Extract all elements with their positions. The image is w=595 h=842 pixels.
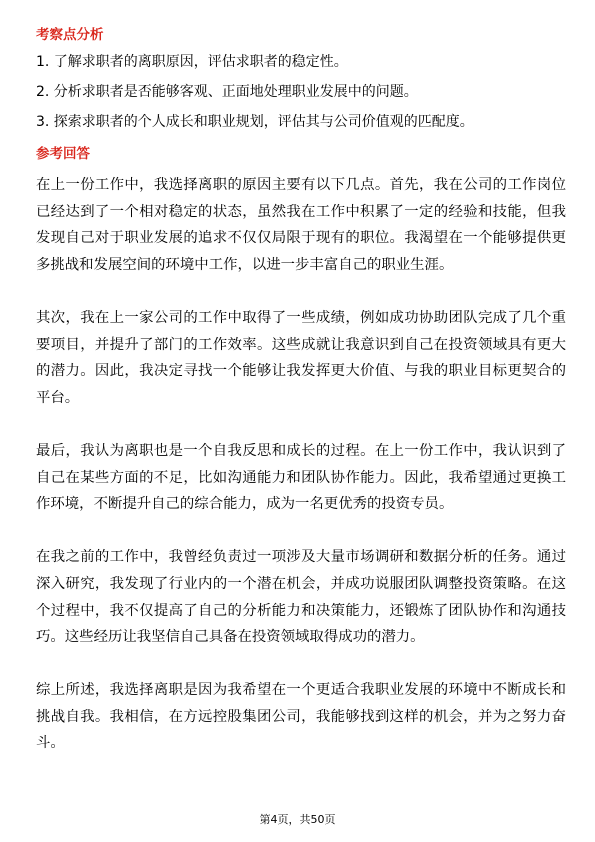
answer-paragraph: 综上所述，我选择离职是因为我希望在一个更适合我职业发展的环境中不断成长和挑战自我。我相信，在方远控股集团公司，我能够找到这样的机会，并为之努力奋斗。: [36, 682, 566, 752]
answer-paragraph: 在上一份工作中，我选择离职的原因主要有以下几点。首先，我在公司的工作岗位已经达到了一个相对稳定的状态，虽然我在工作中积累了一定的经验和技能，但我发现自己对于职业发展的追求不仅仅局限于现有的职位。我渴望在一个能够提供更多挑战和发展空间的环境中工作，以进一步丰富自己的职业生涯。: [36, 177, 566, 273]
answer-body: [36, 172, 566, 784]
answer-paragraph: 在我之前的工作中，我曾经负责过一项涉及大量市场调研和数据分析的任务。通过深入研究，我发现了行业内的一个潜在机会，并成功说服团队调整投资策略。在这个过程中，我不仅提高了自己的分析能力和决策能力，还锻炼了团队协作和沟通技巧。这些经历让我坚信自己具备在投资领域取得成功的潜力。: [36, 549, 566, 646]
list-item: 2. 分析求职者是否能够客观、正面地处理职业发展中的问题。: [36, 84, 418, 100]
list-item: 3. 探索求职者的个人成长和职业规划，评估其与公司价值观的匹配度。: [36, 114, 474, 130]
answer-paragraph: 其次，我在上一家公司的工作中取得了一些成绩，例如成功协助团队完成了几个重要项目，并提升了部门的工作效率。这些成就让我意识到自己在投资领域具有更大的潜力。因此，我决定寻找一个能够让我发挥更大价值、与我的职业目标更契合的平台。: [36, 309, 566, 406]
list-item: 1. 了解求职者的离职原因，评估求职者的稳定性。: [36, 54, 348, 70]
analysis-list: [36, 52, 474, 142]
answer-heading: 参考回答: [36, 146, 90, 162]
analysis-heading: 考察点分析: [36, 27, 104, 43]
answer-paragraph: 最后，我认为离职也是一个自我反思和成长的过程。在上一份工作中，我认识到了自己在某些方面的不足，比如沟通能力和团队协作能力。因此，我希望通过更换工作环境，不断提升自己的综合能力，成为一名更优秀的投资专员。: [36, 442, 566, 513]
page-number: 第4页，共50页: [259, 813, 336, 826]
